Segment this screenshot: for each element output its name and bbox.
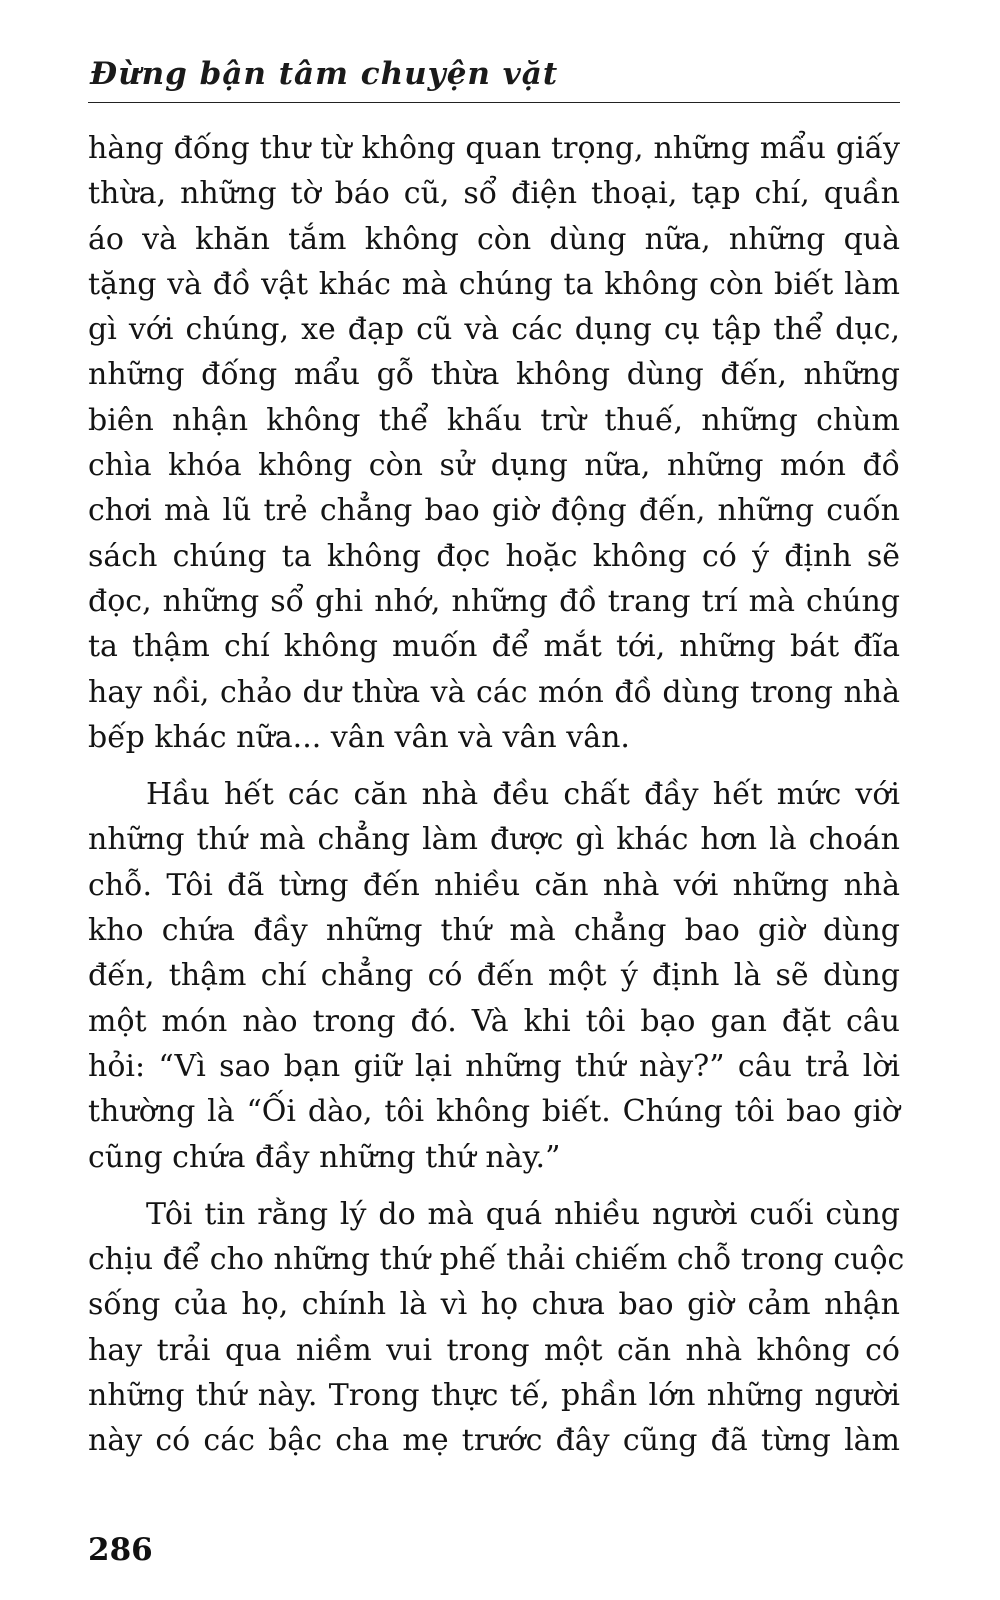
text-line: đọc, những sổ ghi nhớ, những đồ trang trí mà chúng	[88, 583, 900, 619]
text-line: hay trải qua niềm vui trong một căn nhà không có	[88, 1332, 900, 1368]
text-line: thừa, những tờ báo cũ, sổ điện thoại, tạp chí, quần	[88, 176, 900, 212]
text-line: chịu để cho những thứ phế thải chiếm chỗ trong cuộc	[88, 1242, 905, 1278]
text-line: biên nhận không thể khấu trừ thuế, những chùm	[88, 402, 900, 438]
text-line: Hầu hết các căn nhà đều chất đầy hết mức với	[146, 777, 900, 813]
text-line: kho chứa đầy những thứ mà chẳng bao giờ dùng	[88, 913, 900, 949]
page-number: 286	[88, 1532, 153, 1568]
text-line: Tôi tin rằng lý do mà quá nhiều người cuối cùng	[146, 1196, 900, 1232]
text-line: ta thậm chí không muốn để mắt tới, những bát đĩa	[88, 629, 900, 665]
text-line: sách chúng ta không đọc hoặc không có ý định sẽ	[88, 538, 900, 574]
text-line: sống của họ, chính là vì họ chưa bao giờ cảm nhận	[88, 1287, 900, 1323]
text-line: một món nào trong đó. Và khi tôi bạo gan đặt câu	[88, 1003, 900, 1039]
text-line: những thứ này. Trong thực tế, phần lớn những người	[88, 1378, 900, 1414]
text-line: áo và khăn tắm không còn dùng nữa, những quà	[88, 221, 900, 257]
text-line: hàng đống thư từ không quan trọng, những mẩu giấy	[88, 131, 900, 166]
running-title: Đừng bận tâm chuyện vặt	[90, 56, 559, 92]
body-text	[88, 126, 905, 1464]
text-line: tặng và đồ vật khác mà chúng ta không còn biết làm	[88, 266, 900, 302]
text-line: này có các bậc cha mẹ trước đây cũng đã từng làm	[88, 1423, 900, 1459]
text-line: đến, thậm chí chẳng có đến một ý định là sẽ dùng	[88, 958, 900, 994]
text-line: cũng chứa đầy những thứ này.”	[88, 1139, 561, 1175]
text-line: chìa khóa không còn sử dụng nữa, những món đồ	[88, 448, 900, 484]
text-line: chơi mà lũ trẻ chẳng bao giờ động đến, những cuốn	[88, 493, 900, 529]
paragraph-1	[88, 126, 900, 760]
text-line: gì với chúng, xe đạp cũ và các dụng cụ tập thể dục,	[88, 312, 900, 348]
paragraph-2	[88, 772, 900, 1180]
running-header	[88, 52, 900, 103]
text-line: những đống mẩu gỗ thừa không dùng đến, những	[88, 357, 900, 393]
paragraph-3	[88, 1192, 905, 1464]
text-line: thường là “Ối dào, tôi không biết. Chúng tôi bao giờ	[88, 1094, 900, 1130]
text-line: bếp khác nữa... vân vân và vân vân.	[88, 719, 630, 755]
text-line: hay nồi, chảo dư thừa và các món đồ dùng trong nhà	[88, 674, 900, 710]
text-line: hỏi: “Vì sao bạn giữ lại những thứ này?” câu trả lời	[88, 1048, 900, 1084]
text-line: những thứ mà chẳng làm được gì khác hơn là choán	[88, 822, 900, 858]
text-line: chỗ. Tôi đã từng đến nhiều căn nhà với những nhà	[88, 867, 900, 903]
